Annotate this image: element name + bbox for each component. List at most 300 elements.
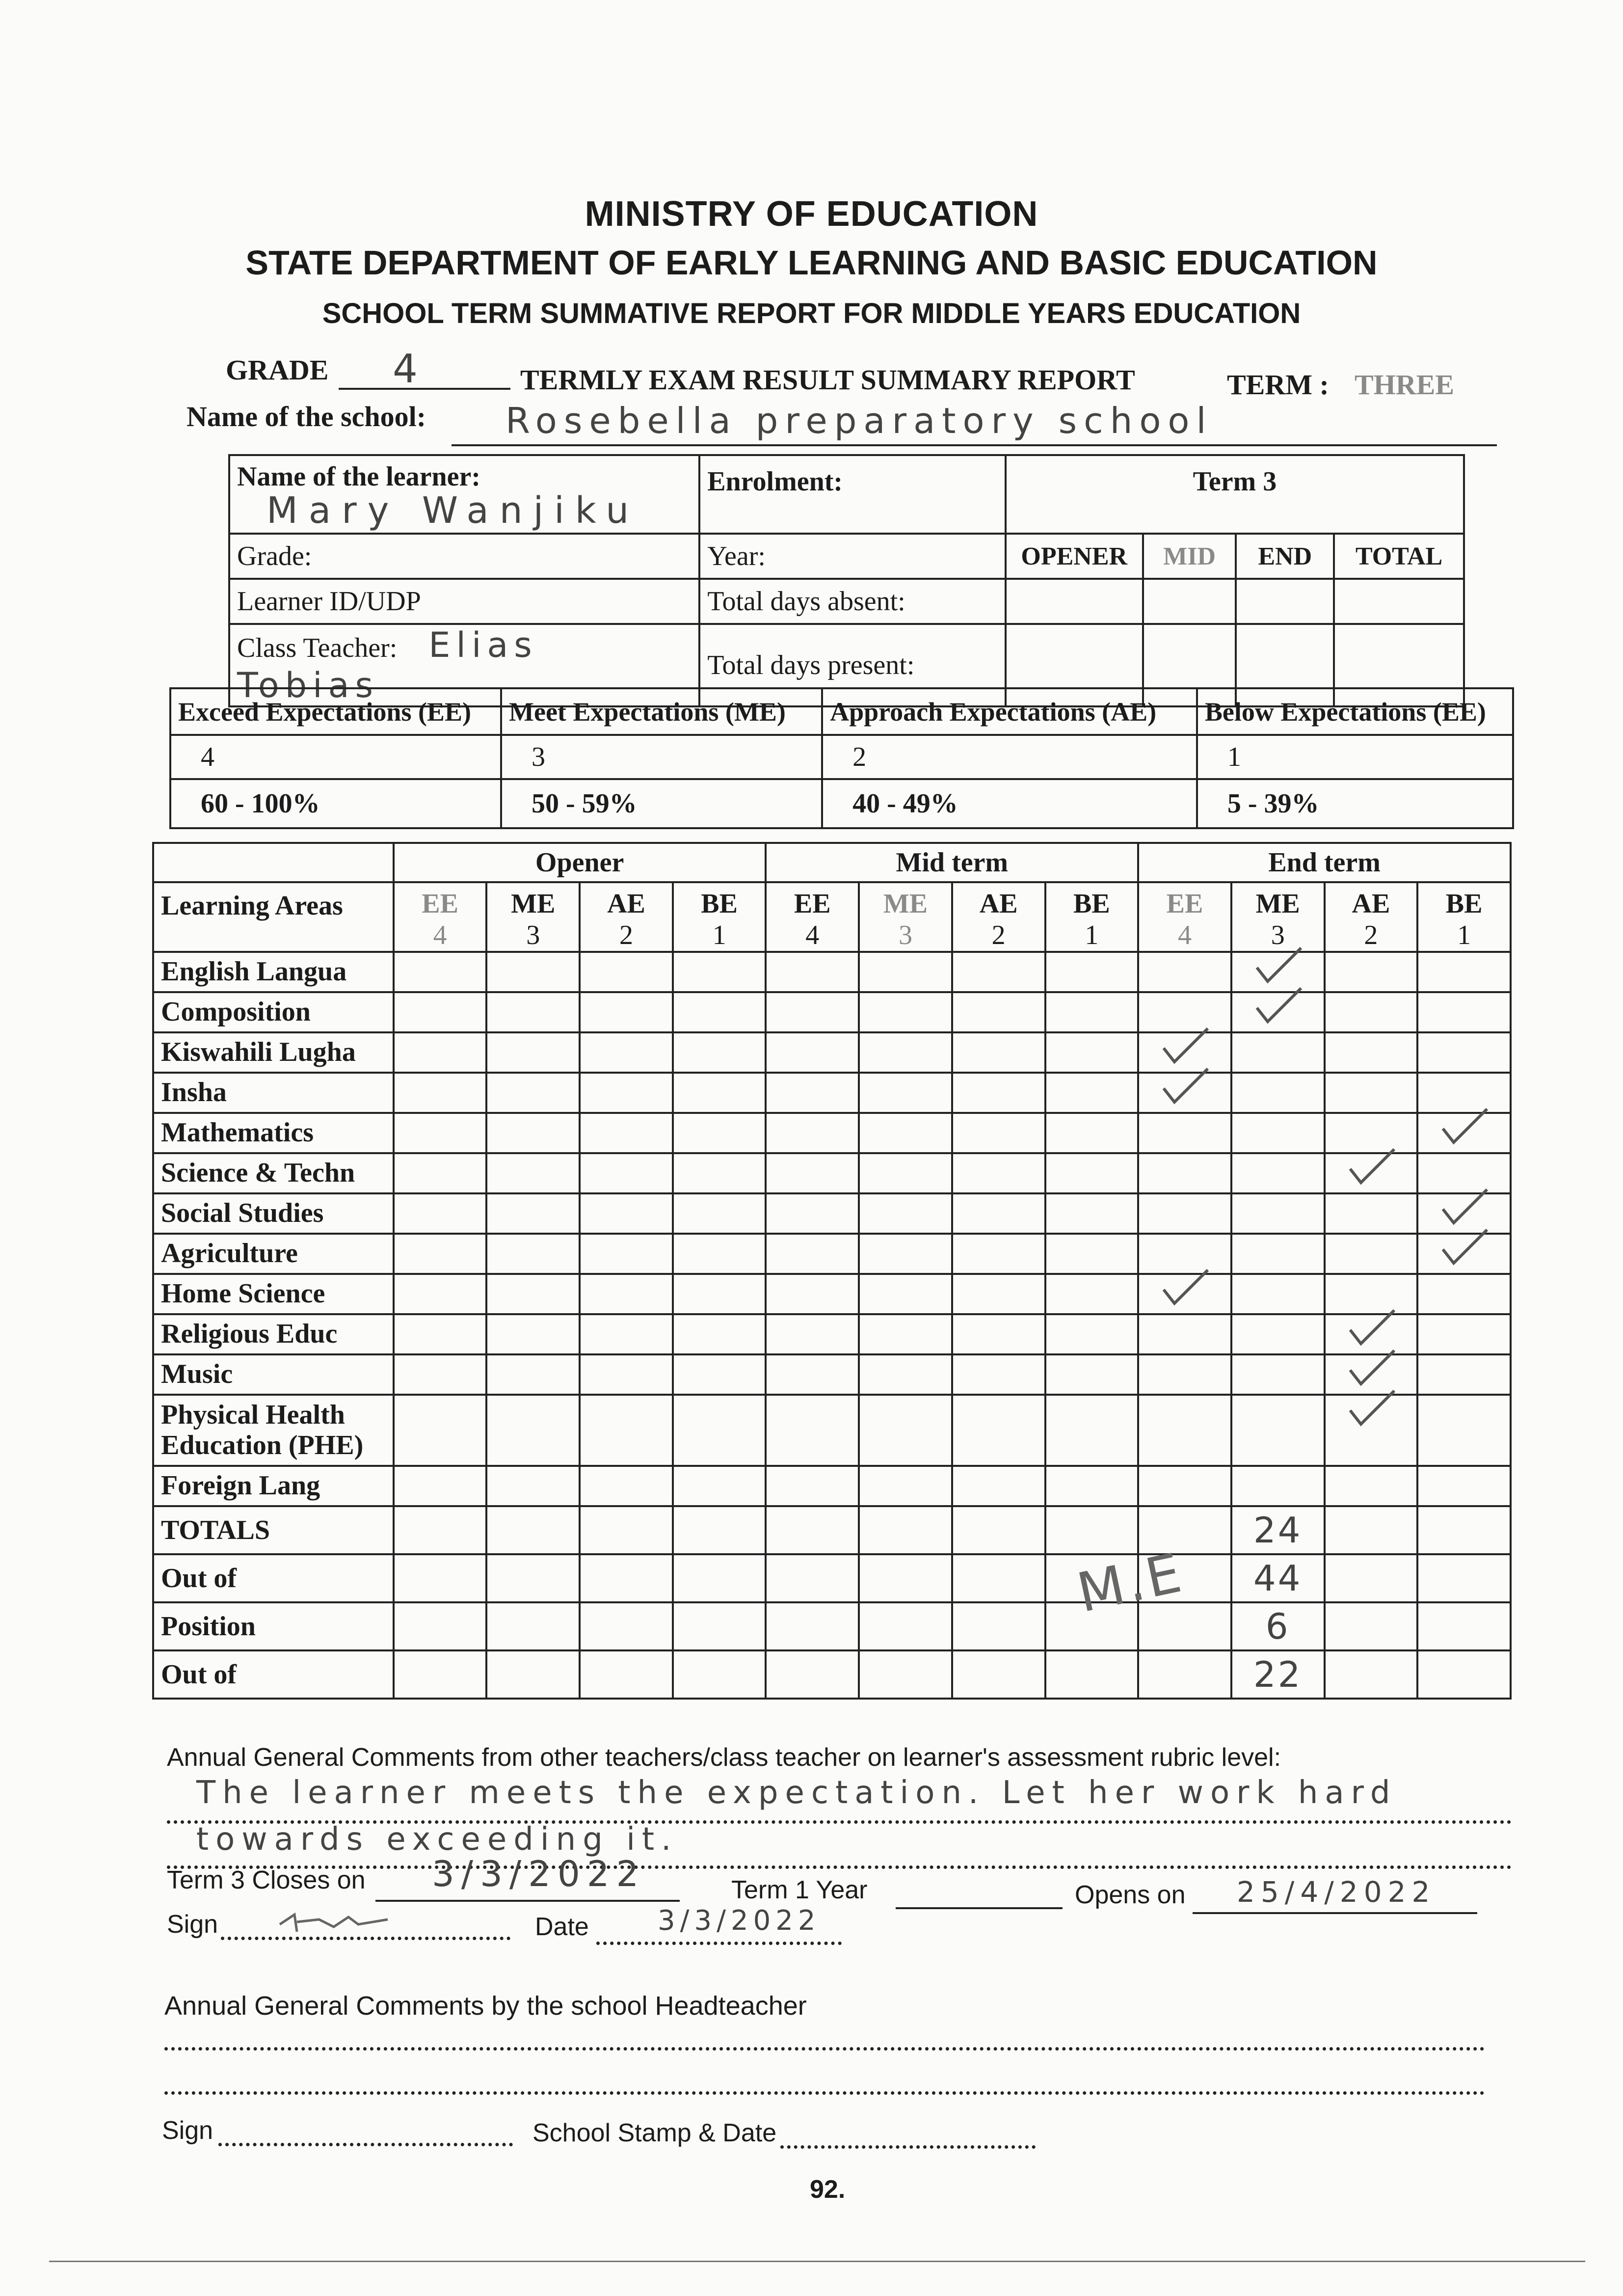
result-cell	[673, 1395, 766, 1466]
result-cell	[580, 1234, 673, 1274]
learning-area-name: Music	[153, 1354, 394, 1395]
result-cell	[394, 1193, 487, 1234]
result-cell	[766, 1274, 859, 1314]
learning-area-name: Social Studies	[153, 1193, 394, 1234]
level-header-ae	[580, 882, 673, 952]
summary-title: TERMLY EXAM RESULT SUMMARY REPORT	[520, 364, 1135, 396]
result-cell	[766, 1032, 859, 1073]
result-cell	[1231, 1153, 1325, 1193]
result-cell	[1138, 1466, 1231, 1506]
rubric-level-ae: Approach Expectations (AE)	[822, 688, 1197, 735]
date-value: 3/3/2022	[658, 1905, 821, 1937]
result-cell	[1231, 992, 1325, 1032]
result-cell	[486, 1354, 580, 1395]
result-cell	[673, 1073, 766, 1113]
result-cell	[673, 1314, 766, 1354]
result-cell	[486, 1032, 580, 1073]
result-cell	[394, 1073, 487, 1113]
result-cell	[766, 1354, 859, 1395]
summary-cell	[486, 1602, 580, 1650]
summary-cell	[394, 1506, 487, 1554]
learning-area-name: Foreign Lang	[153, 1466, 394, 1506]
result-cell	[673, 1193, 766, 1234]
year-label: Year:	[699, 534, 1006, 579]
date-label: Date	[535, 1913, 589, 1941]
tick-mark-icon	[1345, 1386, 1399, 1430]
result-cell	[486, 1395, 580, 1466]
result-cell	[1045, 1314, 1139, 1354]
result-cell	[859, 1395, 952, 1466]
result-cell	[766, 1153, 859, 1193]
result-cell	[1231, 1314, 1325, 1354]
learning-area-row	[153, 1466, 1511, 1506]
opens-on-label: Opens on	[1075, 1881, 1186, 1909]
summary-row	[153, 1650, 1511, 1699]
result-cell	[673, 1234, 766, 1274]
col-opener: OPENER	[1006, 534, 1143, 579]
result-cell	[766, 1113, 859, 1153]
summary-cell	[580, 1554, 673, 1602]
result-cell	[1417, 1395, 1511, 1466]
result-cell	[1417, 1274, 1511, 1314]
level-code: EE	[422, 889, 458, 919]
level-header-me	[859, 882, 952, 952]
result-cell	[1325, 1466, 1418, 1506]
result-cell	[1045, 1193, 1139, 1234]
result-cell	[673, 1153, 766, 1193]
level-header-me	[1231, 882, 1325, 952]
summary-cell	[580, 1506, 673, 1554]
result-cell	[673, 1113, 766, 1153]
result-cell	[394, 1314, 487, 1354]
result-cell	[486, 1113, 580, 1153]
result-cell	[1325, 1032, 1418, 1073]
result-cell	[486, 952, 580, 992]
learning-area-name: Kiswahili Lugha	[153, 1032, 394, 1073]
summary-value: 44	[1231, 1554, 1325, 1602]
teacher-signature	[275, 1905, 412, 1939]
result-cell	[394, 1395, 487, 1466]
learning-area-name: Physical Health Education (PHE)	[153, 1395, 394, 1466]
level-header-ae	[1325, 882, 1418, 952]
tick-mark-icon	[1252, 983, 1306, 1027]
result-cell	[580, 992, 673, 1032]
result-cell	[486, 1193, 580, 1234]
result-cell	[859, 1314, 952, 1354]
level-code: ME	[883, 889, 928, 919]
opens-on-value: 25/4/2022	[1237, 1875, 1436, 1909]
summary-cell	[1045, 1506, 1139, 1554]
level-header-ee	[1138, 882, 1231, 952]
col-total: TOTAL	[1334, 534, 1464, 579]
summary-value: 24	[1231, 1506, 1325, 1554]
result-cell	[394, 1153, 487, 1193]
result-cell	[1045, 1153, 1139, 1193]
level-code: BE	[701, 889, 738, 919]
result-cell	[1417, 1354, 1511, 1395]
result-cell	[859, 992, 952, 1032]
summary-cell	[394, 1602, 487, 1650]
result-cell	[952, 992, 1045, 1032]
result-cell	[1325, 1193, 1418, 1234]
page-number: 92.	[810, 2175, 846, 2204]
level-points: 2	[619, 920, 633, 950]
result-cell	[486, 1153, 580, 1193]
summary-label: TOTALS	[153, 1506, 394, 1554]
tick-mark-icon	[1438, 1185, 1492, 1229]
learning-area-row	[153, 1395, 1511, 1466]
result-cell	[952, 1113, 1045, 1153]
result-cell	[1138, 1354, 1231, 1395]
tick-mark-icon	[1252, 943, 1306, 987]
result-cell	[952, 1032, 1045, 1073]
level-points: 2	[991, 920, 1006, 950]
ministry-heading: MINISTRY OF EDUCATION	[585, 194, 1038, 234]
learning-area-name: Agriculture	[153, 1234, 394, 1274]
result-cell	[859, 1153, 952, 1193]
learning-area-row	[153, 1073, 1511, 1113]
summary-cell	[1045, 1650, 1139, 1699]
class-teacher-label: Class Teacher:	[237, 633, 398, 663]
level-code: BE	[1445, 889, 1483, 919]
result-cell	[1045, 1466, 1139, 1506]
rubric-range: 40 - 49%	[822, 779, 1197, 828]
col-end: END	[1236, 534, 1334, 579]
result-cell	[580, 1193, 673, 1234]
rubric-points: 4	[170, 735, 501, 779]
summary-cell	[766, 1506, 859, 1554]
learning-area-name: English Langua	[153, 952, 394, 992]
period-end-term: End term	[1138, 843, 1511, 882]
days-present-label: Total days present:	[699, 624, 1006, 706]
learning-area-name: Composition	[153, 992, 394, 1032]
rubric-points: 2	[822, 735, 1197, 779]
level-points: 4	[805, 920, 820, 950]
learning-area-row	[153, 1274, 1511, 1314]
summary-cell	[486, 1650, 580, 1699]
summary-cell	[1325, 1602, 1418, 1650]
result-cell	[766, 1193, 859, 1234]
result-cell	[1325, 1395, 1418, 1466]
level-points: 1	[1457, 920, 1471, 950]
report-title: SCHOOL TERM SUMMATIVE REPORT FOR MIDDLE YEARS EDUCATION	[322, 297, 1301, 329]
term3-closes-label: Term 3 Closes on	[167, 1866, 366, 1894]
learning-area-name: Mathematics	[153, 1113, 394, 1153]
level-header-be	[673, 882, 766, 952]
learning-areas-header: Learning Areas	[153, 882, 394, 952]
level-header-ee	[766, 882, 859, 952]
rubric-level-be: Below Expectations (EE)	[1197, 688, 1513, 735]
col-mid: MID	[1143, 534, 1236, 579]
summary-cell	[580, 1602, 673, 1650]
level-code: EE	[794, 889, 831, 919]
result-cell	[859, 1274, 952, 1314]
summary-cell	[766, 1554, 859, 1602]
result-cell	[859, 1073, 952, 1113]
teacher-comment-line1: The learner meets the expectation. Let her work hard	[196, 1775, 1397, 1811]
rubric-range: 60 - 100%	[170, 779, 501, 828]
result-cell	[1231, 1395, 1325, 1466]
result-cell	[859, 1466, 952, 1506]
tick-mark-icon	[1438, 1225, 1492, 1269]
results-table	[152, 842, 1512, 1700]
period-opener: Opener	[394, 843, 766, 882]
result-cell	[859, 1354, 952, 1395]
headteacher-comments-label: Annual General Comments by the school Headteacher	[164, 1991, 807, 2021]
summary-cell	[859, 1650, 952, 1699]
result-cell	[580, 1354, 673, 1395]
teacher-comments-label: Annual General Comments from other teachers/class teacher on learner's assessment rubric level:	[167, 1743, 1281, 1772]
learner-info-table	[228, 454, 1465, 707]
tick-mark-icon	[1345, 1144, 1399, 1189]
overall-annotation: M.E	[1072, 1540, 1190, 1625]
summary-cell	[952, 1602, 1045, 1650]
result-cell	[1325, 952, 1418, 992]
summary-cell	[859, 1554, 952, 1602]
summary-cell	[1325, 1554, 1418, 1602]
summary-cell	[394, 1650, 487, 1699]
tick-mark-icon	[1159, 1064, 1213, 1108]
rubric-table	[169, 687, 1514, 829]
term3-heading: Term 3	[1006, 455, 1464, 534]
days-absent-label: Total days absent:	[699, 579, 1006, 624]
summary-cell	[673, 1650, 766, 1699]
result-cell	[673, 1032, 766, 1073]
result-cell	[1045, 1395, 1139, 1466]
summary-cell	[952, 1506, 1045, 1554]
school-stamp-label: School Stamp & Date	[532, 2119, 777, 2147]
result-cell	[1231, 1032, 1325, 1073]
result-cell	[1138, 1395, 1231, 1466]
level-points: 4	[433, 920, 447, 950]
result-cell	[952, 952, 1045, 992]
result-cell	[952, 1354, 1045, 1395]
learning-area-name: Home Science	[153, 1274, 394, 1314]
tick-mark-icon	[1438, 1104, 1492, 1148]
rubric-points: 3	[501, 735, 822, 779]
level-code: ME	[511, 889, 556, 919]
learning-area-row	[153, 1032, 1511, 1073]
level-points: 3	[1271, 920, 1285, 950]
result-cell	[1045, 1073, 1139, 1113]
result-cell	[486, 1466, 580, 1506]
level-code: AE	[607, 889, 645, 919]
summary-cell	[1325, 1650, 1418, 1699]
rubric-range: 5 - 39%	[1197, 779, 1513, 828]
result-cell	[673, 992, 766, 1032]
result-cell	[580, 1113, 673, 1153]
result-cell	[1417, 1234, 1511, 1274]
result-cell	[486, 1234, 580, 1274]
level-header-ae	[952, 882, 1045, 952]
result-cell	[766, 1073, 859, 1113]
rubric-points: 1	[1197, 735, 1513, 779]
result-cell	[1231, 1354, 1325, 1395]
term1-year-label: Term 1 Year	[731, 1876, 868, 1904]
summary-cell	[673, 1506, 766, 1554]
headteacher-sign-label: Sign	[162, 2116, 213, 2145]
level-header-be	[1045, 882, 1139, 952]
teacher-comment-line2: towards exceeding it.	[196, 1821, 678, 1858]
result-cell	[1045, 952, 1139, 992]
result-cell	[1417, 992, 1511, 1032]
result-cell	[580, 952, 673, 992]
result-cell	[766, 992, 859, 1032]
learning-area-row	[153, 1314, 1511, 1354]
learning-area-name: Science & Techn	[153, 1153, 394, 1193]
result-cell	[1325, 1073, 1418, 1113]
period-mid-term: Mid term	[766, 843, 1138, 882]
summary-cell	[486, 1554, 580, 1602]
result-cell	[394, 1274, 487, 1314]
tick-mark-icon	[1345, 1305, 1399, 1350]
result-cell	[486, 1314, 580, 1354]
result-cell	[1138, 1314, 1231, 1354]
result-cell	[766, 1395, 859, 1466]
result-cell	[1231, 1466, 1325, 1506]
result-cell	[394, 992, 487, 1032]
learner-name-value: Mary Wanjiku	[266, 489, 640, 532]
result-cell	[1417, 1466, 1511, 1506]
term-value: THREE	[1355, 369, 1455, 401]
result-cell	[952, 1314, 1045, 1354]
sign-label: Sign	[167, 1910, 218, 1939]
learning-area-row	[153, 1153, 1511, 1193]
level-header-me	[486, 882, 580, 952]
result-cell	[1231, 1073, 1325, 1113]
result-cell	[1231, 1234, 1325, 1274]
summary-row	[153, 1506, 1511, 1554]
result-cell	[394, 1032, 487, 1073]
school-value: Rosebella preparatory school	[506, 400, 1213, 441]
result-cell	[580, 1153, 673, 1193]
result-cell	[1045, 1032, 1139, 1073]
level-code: ME	[1255, 889, 1300, 919]
summary-cell	[952, 1650, 1045, 1699]
result-cell	[394, 1466, 487, 1506]
result-cell	[1325, 1153, 1418, 1193]
summary-cell	[1417, 1554, 1511, 1602]
summary-cell	[580, 1650, 673, 1699]
result-cell	[1138, 1073, 1231, 1113]
result-cell	[486, 1073, 580, 1113]
grade-value: 4	[393, 346, 421, 392]
result-cell	[580, 1466, 673, 1506]
result-cell	[952, 1193, 1045, 1234]
summary-value: 22	[1231, 1650, 1325, 1699]
summary-label: Out of	[153, 1650, 394, 1699]
result-cell	[1325, 1234, 1418, 1274]
level-points: 3	[526, 920, 540, 950]
level-points: 2	[1364, 920, 1378, 950]
level-code: AE	[1352, 889, 1390, 919]
result-cell	[1138, 1193, 1231, 1234]
summary-label: Out of	[153, 1554, 394, 1602]
department-heading: STATE DEPARTMENT OF EARLY LEARNING AND BASIC EDUCATION	[245, 243, 1378, 282]
result-cell	[580, 1032, 673, 1073]
result-cell	[394, 1234, 487, 1274]
result-cell	[1417, 1314, 1511, 1354]
summary-cell	[1417, 1506, 1511, 1554]
result-cell	[859, 952, 952, 992]
result-cell	[580, 1314, 673, 1354]
result-cell	[394, 1113, 487, 1153]
result-cell	[766, 952, 859, 992]
result-cell	[486, 992, 580, 1032]
result-cell	[766, 1314, 859, 1354]
level-points: 1	[1085, 920, 1099, 950]
summary-cell	[486, 1506, 580, 1554]
learning-area-row	[153, 1193, 1511, 1234]
result-cell	[859, 1234, 952, 1274]
result-cell	[1138, 1274, 1231, 1314]
tick-mark-icon	[1159, 1024, 1213, 1068]
summary-value: 6	[1231, 1602, 1325, 1650]
result-cell	[859, 1113, 952, 1153]
level-points: 3	[898, 920, 912, 950]
result-cell	[1138, 1153, 1231, 1193]
grade-field-label: Grade:	[229, 534, 699, 579]
summary-label: Position	[153, 1602, 394, 1650]
result-cell	[952, 1466, 1045, 1506]
result-cell	[1231, 1193, 1325, 1234]
result-cell	[1045, 1274, 1139, 1314]
result-cell	[1045, 1234, 1139, 1274]
summary-cell	[766, 1650, 859, 1699]
result-cell	[1417, 1113, 1511, 1153]
result-cell	[859, 1193, 952, 1234]
summary-cell	[766, 1602, 859, 1650]
rubric-range: 50 - 59%	[501, 779, 822, 828]
result-cell	[1417, 952, 1511, 992]
level-code: BE	[1073, 889, 1110, 919]
level-code: AE	[979, 889, 1018, 919]
result-cell	[952, 1153, 1045, 1193]
learning-area-name: Religious Educ	[153, 1314, 394, 1354]
result-cell	[673, 1354, 766, 1395]
result-cell	[486, 1274, 580, 1314]
class-teacher-value: Elias Tobias	[237, 625, 538, 705]
summary-cell	[952, 1554, 1045, 1602]
level-code: EE	[1166, 889, 1203, 919]
result-cell	[1138, 1113, 1231, 1153]
learning-area-row	[153, 1354, 1511, 1395]
result-cell	[1325, 992, 1418, 1032]
grade-label: GRADE	[226, 354, 329, 386]
result-cell	[766, 1466, 859, 1506]
result-cell	[1417, 1032, 1511, 1073]
result-cell	[580, 1073, 673, 1113]
enrolment-label: Enrolment:	[699, 455, 1006, 534]
tick-mark-icon	[1345, 1346, 1399, 1390]
learning-area-row	[153, 952, 1511, 992]
school-label: Name of the school:	[186, 401, 426, 432]
learner-name-label: Name of the learner:	[237, 461, 481, 492]
result-cell	[1045, 992, 1139, 1032]
summary-cell	[1417, 1602, 1511, 1650]
learning-area-row	[153, 1234, 1511, 1274]
result-cell	[1231, 1274, 1325, 1314]
level-points: 4	[1177, 920, 1192, 950]
summary-cell	[1138, 1650, 1231, 1699]
level-points: 1	[712, 920, 726, 950]
result-cell	[1045, 1113, 1139, 1153]
learning-area-row	[153, 1113, 1511, 1153]
rubric-level-me: Meet Expectations (ME)	[501, 688, 822, 735]
summary-row	[153, 1554, 1511, 1602]
learning-area-row	[153, 992, 1511, 1032]
result-cell	[952, 1234, 1045, 1274]
